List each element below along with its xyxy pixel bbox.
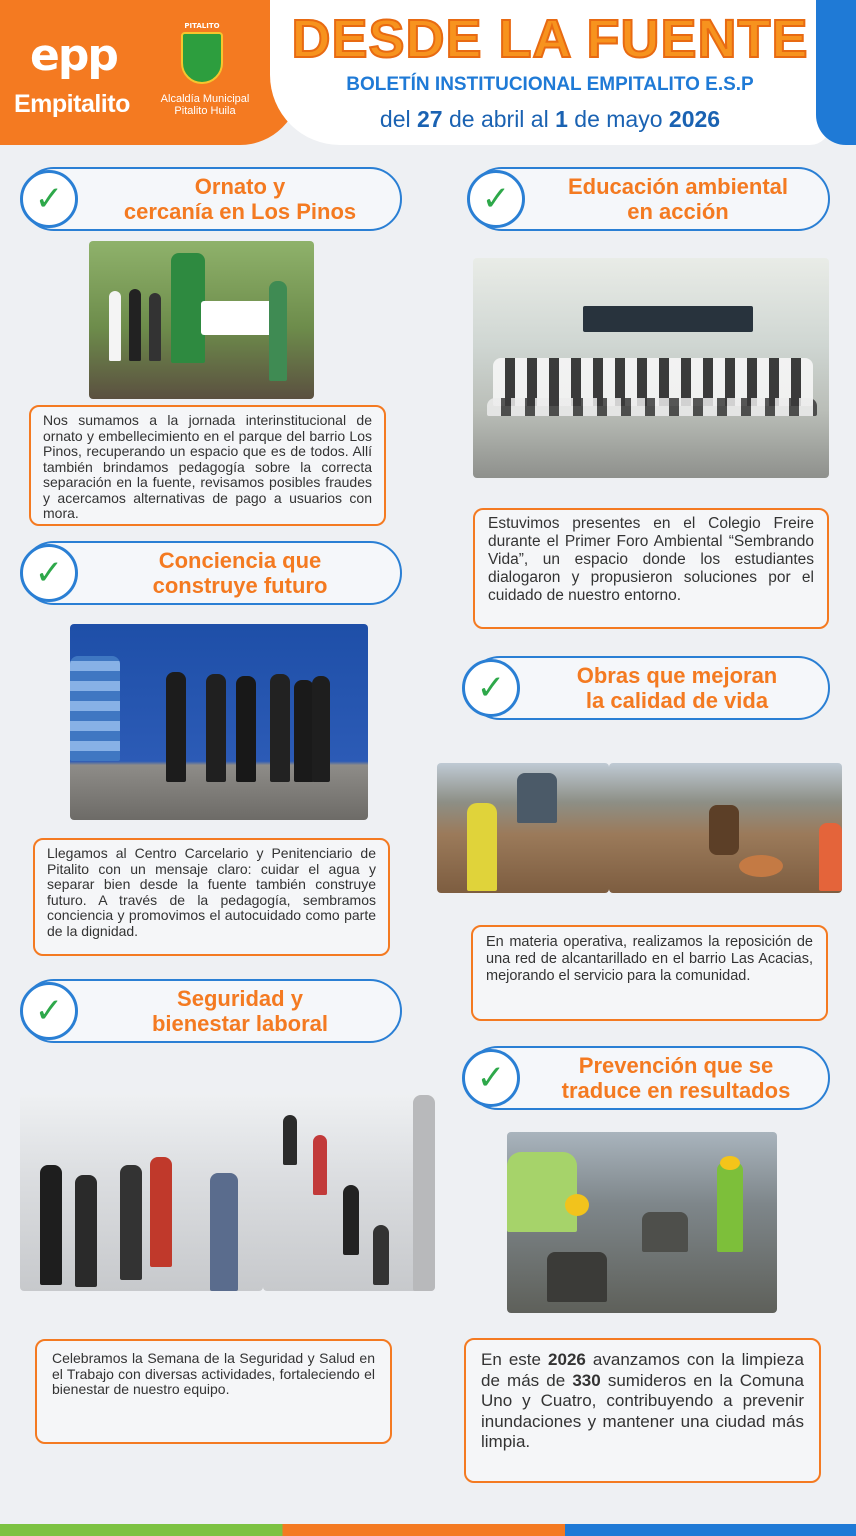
section-title-line1: Ornato y xyxy=(194,174,286,199)
section-title-line2: cercanía en Los Pinos xyxy=(123,199,357,224)
municipality-line1: Alcaldía Municipal xyxy=(160,93,250,105)
photo-centro-carcelario xyxy=(70,624,368,820)
section-prevencion-text xyxy=(464,1338,821,1483)
photo-limpieza-sumideros xyxy=(507,1132,777,1313)
date-end-day: 1 xyxy=(555,106,568,132)
section-title-line2: la calidad de vida xyxy=(585,688,769,713)
section-title-line2: construye futuro xyxy=(152,573,328,598)
shield-label: PITALITO xyxy=(184,22,220,30)
section-title-line2: bienestar laboral xyxy=(151,1011,329,1036)
dates-year: 2026 xyxy=(668,106,721,132)
section-obras-title xyxy=(468,656,830,720)
photo-los-pinos xyxy=(89,241,314,399)
prevencion-year: 2026 xyxy=(548,1350,586,1369)
photo-obras-excavacion xyxy=(437,763,609,893)
check-icon: ✓ xyxy=(462,1049,520,1107)
date-start-day: 27 xyxy=(417,106,443,132)
section-ornato-title xyxy=(22,167,402,231)
bulletin-subtitle: BOLETÍN INSTITUCIONAL EMPITALITO E.S.P xyxy=(346,74,754,95)
section-conciencia-text: Llegamos al Centro Carcelario y Penitenciario de Pitalito con un mensaje claro: cuidar el agua y separar bien desde la fuente también construye futuro. A través de la pedagogía, sembramos conciencia y promovimos el autocuidado como parte de la dignidad. xyxy=(33,838,390,956)
logo-name: Empitalito xyxy=(14,90,130,118)
section-title-line1: Educación ambiental xyxy=(567,174,789,199)
prevencion-text-c: sumideros en la Comuna Uno y Cuatro, contribuyendo a prevenir inundaciones y mantener una ciudad más limpia. xyxy=(481,1370,804,1451)
check-icon: ✓ xyxy=(462,659,520,717)
section-title-line1: Seguridad y xyxy=(177,986,303,1011)
photo-obras-zanja xyxy=(609,763,842,893)
municipality-label xyxy=(159,93,251,117)
section-educacion-text: Estuvimos presentes en el Colegio Freire durante el Primer Foro Ambiental “Sembrando Vida”, un espacio donde los estudiantes dialogaron y propusieron soluciones por el cuidado de nuestro entorno. xyxy=(473,508,829,629)
section-title-line1: Prevención que se xyxy=(578,1053,774,1078)
section-obras-text: En materia operativa, realizamos la reposición de una red de alcantarillado en el barrio Las Acacias, mejorando el servicio para la comunidad. xyxy=(471,925,828,1021)
check-icon: ✓ xyxy=(467,170,525,228)
bulletin-dates xyxy=(270,106,830,133)
check-icon: ✓ xyxy=(20,982,78,1040)
municipality-line2: Pitalito Huila xyxy=(174,105,236,117)
check-icon: ✓ xyxy=(20,544,78,602)
footer-color-bar xyxy=(0,1524,856,1536)
section-prevencion-title xyxy=(466,1046,830,1110)
check-icon: ✓ xyxy=(20,170,78,228)
municipal-shield-icon xyxy=(181,32,223,84)
prevencion-text-a: En este xyxy=(481,1350,541,1369)
section-seguridad-title xyxy=(22,979,402,1043)
section-ornato-text: Nos sumamos a la jornada interinstitucional de ornato y embellecimiento en el parque del barrio Los Pinos, recuperando un espacio que es de todos. Allí también brindamos pedagogía sobre la correcta separación en la fuente, revisamos posibles fraudes y acercamos alternativas de pago a usuarios con mora. xyxy=(29,405,386,526)
section-title-line2: traduce en resultados xyxy=(561,1078,791,1103)
dates-prefix: del xyxy=(379,106,411,132)
photo-semana-seguridad-2 xyxy=(263,1095,435,1291)
dates-mid1: de abril al xyxy=(448,106,549,132)
photo-foro-ambiental xyxy=(473,258,829,478)
prevencion-count: 330 xyxy=(572,1370,601,1390)
prevencion-text-b: avanzamos con la limpieza de más de xyxy=(481,1350,804,1390)
section-conciencia-title xyxy=(22,541,402,605)
dates-mid2: de mayo xyxy=(574,106,663,132)
section-title-line1: Conciencia que xyxy=(158,548,322,573)
section-title-line2: en acción xyxy=(627,199,729,224)
bulletin-title: DESDE LA FUENTE xyxy=(291,9,809,69)
section-title-line1: Obras que mejoran xyxy=(576,663,778,688)
section-seguridad-text: Celebramos la Semana de la Seguridad y Salud en el Trabajo con diversas actividades, fortaleciendo el bienestar de nuestro equipo. xyxy=(35,1339,392,1444)
epp-logo: epp xyxy=(30,30,117,81)
photo-semana-seguridad-1 xyxy=(20,1095,263,1291)
